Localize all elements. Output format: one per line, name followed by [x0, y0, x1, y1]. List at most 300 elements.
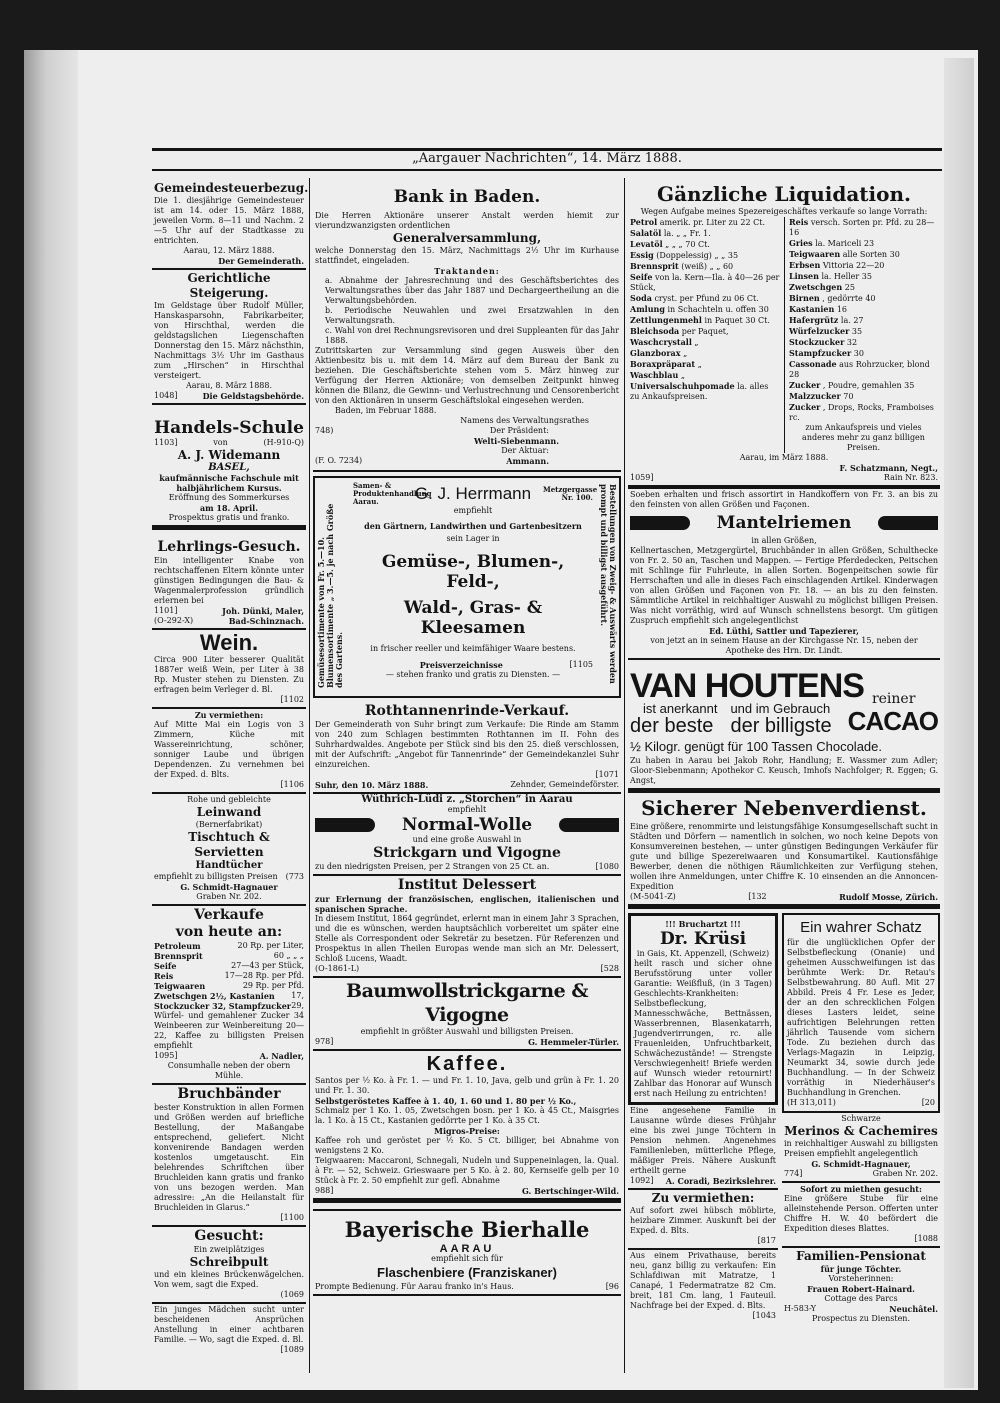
ad-place: Bad-Schinznach.: [228, 616, 304, 626]
ad-city: AARAU: [439, 1243, 495, 1255]
item-name: Birnen: [789, 293, 820, 303]
item-detail: la. Mariceli 23: [815, 239, 875, 248]
item-detail: 32: [846, 338, 858, 347]
ad-signature: Der Gemeinderath.: [218, 256, 304, 266]
item-name: Soda: [630, 293, 652, 303]
pointing-hand-icon: [315, 818, 375, 832]
pointing-hand-icon: [559, 818, 619, 832]
ad-signature: Ed. Lüthi, Sattler und Tapezierer,: [709, 626, 859, 636]
ad-text: sein Lager in: [446, 534, 500, 543]
brand-name: VAN HOUTENS: [630, 667, 864, 705]
ad-title: Gemüse-, Blumen-, Feld-,: [381, 552, 565, 592]
item-detail: in Paquet 30 Ct.: [704, 316, 770, 325]
item-name: Essig: [630, 250, 654, 260]
item-name: Boraxpräparat: [630, 359, 696, 369]
ad-text: von: [213, 438, 228, 447]
ad-text: Prospektus gratis und franko.: [168, 513, 290, 522]
ad-text: In diesem Institut, 1864 gegründet, erlernt man in einem Jahr 3 Sprachen, und die es wünschen, werden hauptsächlich vorbereitet um später eine Stelle als Correspondent oder Sekretär zu besetzen. Für Referenzen und Prospektus in allen Theilen Europas wende man sich an Mr. Delessert, Schloß Lucens, Waadt.: [315, 914, 619, 963]
herrmann-body: [353, 481, 598, 680]
ad-number: (773: [285, 872, 304, 881]
item-name: Stockzucker 32, Stampfzucker: [154, 1001, 292, 1011]
list-item: [789, 326, 938, 337]
ad-signature: Rudolf Mosse, Zürich.: [839, 892, 938, 902]
ad-number: [817: [757, 1236, 776, 1245]
ad-date: Aarau, im März 1888.: [739, 453, 829, 462]
ad-address: Metzgergasse Nr. 100.: [542, 485, 598, 502]
ad-code: H-583-Y: [784, 1304, 817, 1313]
ad-text: Der Präsident:: [489, 426, 549, 435]
ad-text: Rohe und gebleichte: [187, 795, 271, 804]
ad-number: [1088: [914, 1234, 938, 1243]
ad-text: bester Konstruktion in allen Formen und Größen werden auf briefliche Bestellung, der Maßangabe entsprechend, geliefert. Nicht konvenirende Bandagen werden kostenlos umgetauscht. Ein belehrendes Schriftchen über Bruchleiden kann gratis und franko von uns bezogen werden. Man adressire: „An die Heilanstalt für Bruchleiden in Glarus.“: [154, 1103, 304, 1212]
ad-title: Baumwollstrickgarne & Vigogne: [346, 980, 588, 1026]
ad-text: Prospectus zu Diensten.: [812, 1314, 910, 1323]
ad-title: Familien-Pensionat: [796, 1249, 926, 1263]
item-detail: cryst. per Pfund zu 06 Ct.: [654, 294, 759, 303]
ad-verkaufe: [152, 906, 306, 1085]
list-item: [630, 217, 780, 228]
list-item: [789, 348, 938, 359]
item-detail: la. Heller 35: [821, 272, 872, 281]
ad-text: und im Gebrauch: [730, 701, 831, 716]
list-item: [789, 304, 938, 315]
ad-address: Graben Nr. 202.: [196, 892, 262, 901]
ad-text: empfiehlt zu billigsten Preisen: [154, 872, 278, 881]
ad-gemeindesteuer: [152, 180, 309, 270]
item-name: Salatöl: [630, 228, 662, 238]
ad-stube: [782, 1183, 940, 1248]
item-name: Zettlungenmehl: [630, 315, 702, 325]
item-name: Petroleum: [154, 941, 201, 951]
item-name: Hafergrütz: [789, 315, 839, 325]
item-name: Zwetschgen: [789, 282, 843, 292]
ad-signature: G. Hemmeler-Türler.: [528, 1037, 619, 1047]
ad-text: Zu haben in Aarau bei Jakob Rohr, Handlung; E. Wassmer zum Adler; Gloor-Siebenmann; Apothekor C. Keusch, Imhofs Nachfolger; R. Eggen; G. Angst,: [630, 756, 938, 785]
item-detail: in Schachteln u. offen 30: [667, 305, 769, 314]
ad-text: zu den niedrigsten Preisen, per 2 Strangen von 25 Ct. an.: [315, 862, 550, 871]
item-name: Erbsen: [789, 260, 821, 270]
left-column: [152, 180, 309, 1357]
ad-text: — stehen franko und gratis zu Diensten. —: [385, 670, 561, 679]
ad-date: Baden, im Februar 1888.: [335, 406, 437, 415]
ad-title: Bayerische Bierhalle: [344, 1217, 590, 1242]
ad-text: empfiehlt: [453, 506, 493, 515]
side-text: Gemüsesortimente von Fr. 5.—10. Blumensortimente „ 3.—5. je nach Größe des Gartens.: [316, 503, 344, 688]
ad-text: Ein intelligenter Knabe von rechtschaffenen Eltern könnte unter günstigen Bedingungen die Bau- & Wagenmalerprofession gründlich erlernen bei: [154, 556, 304, 605]
ad-date: Aarau, 8. März 1888.: [186, 381, 272, 390]
ad-text: Eine größere, renommirte und leistungsfähige Konsumgesellschaft sucht in Städten und Dörfern — namentlich in solchen, wo noch keine Depots von Konsumvereinen bestehen, — unter günstigen Bedingungen Verkäufer für gute und billige Spezereiwaaren und Konsumartikel. Kautionsfähige Bewerber, denen die nöthigen Räumlichkeiten zur Verfügung stehen, wollen ihre Anmeldungen, unter Chiffre K. 10 einsenden an die Annoncen-Expedition: [630, 822, 938, 891]
item-name: Universalschuhpomade: [630, 381, 735, 391]
list-item: [630, 261, 780, 272]
ad-text: Santos per ½ Ko. à Fr. 1. — und Fr. 1. 10, Java, gelb und grün à Fr. 1. 20 und Fr. 1. 30.: [315, 1076, 619, 1095]
list-item: [154, 991, 304, 1001]
list-item: [630, 272, 780, 293]
column-rule: [624, 178, 625, 1373]
item-detail: 70: [843, 392, 854, 401]
ad-text: Prompte Bedienung. Für Aarau franko in's Haus.: [315, 1282, 514, 1291]
ad-signature: Joh. Dünki, Maler,: [222, 606, 304, 616]
ad-text: Namens des Verwaltungsrathes: [460, 416, 589, 425]
ad-text: und ein kleines Brückenwägelchen. Von wem, sagt die Exped.: [154, 1270, 304, 1289]
ad-signature: G. Bertschinger-Wild.: [521, 1186, 619, 1196]
item-detail: (Doppelessig) „ „ 35: [656, 251, 739, 260]
ad-baumwoll: [313, 978, 621, 1051]
list-item: [630, 315, 780, 326]
item-detail: alle Sorten 30: [842, 250, 900, 259]
ad-text: in Gais, Kt. Appenzell, (Schweiz): [636, 949, 770, 958]
item-name: Amlung: [630, 304, 665, 314]
item-price: 27—43 per Stück,: [231, 961, 304, 970]
ad-place: Consumhalle neben der obern Mühle.: [167, 1061, 291, 1080]
ad-number: [1071: [595, 770, 619, 779]
ad-number: 1103]: [154, 438, 178, 447]
ad-code: (M-5041-Z): [630, 892, 676, 901]
ad-code: (H-910-Q): [263, 438, 304, 447]
ad-subtitle: Migros-Preise:: [434, 1126, 500, 1136]
agenda-item: c. Wahl von drei Rechnungsrevisoren und drei Suppleanten für das Jahr 1888.: [325, 326, 619, 345]
ad-number: [132: [748, 892, 767, 901]
ad-title: Mantelriemen: [716, 513, 852, 533]
ad-date: Suhr, den 10. März 1888.: [315, 780, 429, 790]
ad-text: Wegen Aufgabe meines Spezereigeschäftes verkaufe so lange Vorrath:: [640, 207, 928, 216]
item-name: Cassonade: [789, 359, 837, 369]
page-header: „Aargauer Nachrichten“, 14. März 1888.: [412, 151, 682, 166]
item-name: Waschcrystall: [630, 337, 692, 347]
ad-text: in reichhaltiger Auswahl zu billigsten Preisen empfiehlt angelegentlich: [784, 1139, 938, 1158]
middle-column: [313, 180, 621, 1296]
ad-text: für junge Töchter.: [820, 1264, 902, 1274]
ad-text: der beste: [630, 715, 714, 737]
item-detail: „: [697, 360, 702, 369]
page-right-edge: [944, 58, 974, 1388]
ad-vermieten-2: [628, 1190, 778, 1250]
ad-familie: [628, 1105, 778, 1190]
ad-steigerung: [152, 270, 306, 405]
item-detail: , gedörrte 40: [822, 294, 876, 303]
ad-text: für die unglücklichen Opfer der Selbstbefleckung (Onanie) und geheimen Ausschweifungen ist das berühmte Werk: Dr. Retau's Selbstbewahrung. 80 Aufl. Mit 27 Abbild. Preis 4 Fr. Lese es Jeder, der an den schrecklichen Folgen dieses Lasters leidet, seine aufrichtigen Belehrungen retten jährlich Tausende vom sichern Tode. Zu beziehen durch das Verlags-Magazin in Leipzig, Neumarkt 34, sowie durch jede Buchhandlung. — In der Schweiz vorräthig in Niederhäuser's Buchhandlung in Grenchen.: [787, 938, 935, 1097]
item-price: 60 „ „ „: [273, 951, 304, 960]
ad-institut: [313, 876, 621, 978]
ad-handelsschule: [152, 405, 306, 530]
ad-text: ist anerkannt: [643, 701, 718, 716]
ad-title: Gemeindesteuerbezug.: [154, 181, 309, 195]
ad-rothtannenrinde: [313, 702, 621, 794]
ad-date: am 18. April.: [199, 503, 258, 513]
ad-maedchen: [152, 1304, 306, 1357]
ad-text: Ein junges Mädchen sucht unter bescheidenen Ansprüchen Anstellung in einer achtbaren Familie. — Wo, sagt die Exped. d. Bl.: [154, 1305, 304, 1344]
ad-title: Lehrlings-Gesuch.: [157, 539, 301, 555]
ad-kruesi: [628, 913, 778, 1105]
item-name: Brennsprit: [154, 951, 203, 961]
price-list-right: [789, 217, 938, 453]
ad-title: Gerichtliche Steigerung.: [187, 271, 271, 300]
ad-text: empfiehlt sich für: [431, 1254, 503, 1263]
ad-title: Sofort zu miethen gesucht:: [800, 1184, 922, 1194]
ad-address: Rain Nr. 823.: [883, 473, 938, 482]
ad-bruchbaender: [152, 1085, 306, 1227]
ad-text: reiner: [871, 691, 916, 707]
ad-address: Graben Nr. 202.: [872, 1169, 938, 1178]
ad-text: Circa 900 Liter besserer Qualität 1887er weiß Wein, per Liter à 38 Rp. Muster stehen zu Diensten. Zu erfragen beim Verleger d. Bl.: [154, 655, 304, 694]
ad-gesucht: [152, 1227, 306, 1304]
list-item: [630, 326, 780, 337]
item-name: Stockzucker: [789, 337, 845, 347]
ad-number: 1048]: [154, 391, 178, 400]
ad-number: 988]: [315, 1186, 334, 1195]
ad-number: [1106: [280, 780, 304, 789]
ad-vermieten: [152, 709, 306, 794]
item-detail: versch. Sorten pr. Pfd. zu 28—16: [789, 218, 935, 237]
ad-text: Kellnertaschen, Metzgergürtel, Bruchbänder in allen Größen, Schulthecke von Fr. 2. 50 an, Taschen und Mappen. — Fertige Pferdedecken, Peitschen mit Schlinge für Fuhrleute, in allen Sorten. Bogenpeitschen sowie für Herrschaften und alle in dieses Fach einschlagenden Artikel. Kinderwagen von allen Größen und Façonen von Fr. 18. — an bis zu den feinsten. Sämmtliche Artikel in reichhaltiger Auswahl zu möglichst billigen Preisen. Was nicht vorräthig, wird auf Wunsch schnellstens besorgt. Um gütigen Zuspruch empfiehlt sich angelegentlichst: [630, 546, 938, 625]
item-name: Teigwaaren: [154, 981, 206, 991]
ad-text: Im Geldstage über Rudolf Müller, Hanskasparsohn, Fabrikarbeiter, von Hirschthal, werden die geldstagslichen Liegenschaften Donnerstag den 15. März nächsthin, Nachmittags 3½ Uhr im Gasthaus zum „Hirschen“ in Hirschthal versteigert.: [154, 301, 304, 380]
ad-text: der billigste: [730, 715, 832, 737]
list-item: [789, 391, 938, 402]
two-column-row: [628, 913, 940, 1326]
price-list: [789, 217, 938, 423]
item-detail: per Paquet,: [681, 327, 729, 336]
item-name: Zwetschgen 2½, Kastanien: [154, 991, 275, 1001]
list-item: [789, 337, 938, 348]
price-list: [154, 941, 304, 1011]
item-name: Seife: [630, 272, 653, 282]
ad-subtitle: Traktanden:: [434, 266, 500, 276]
item-name: Seife: [154, 961, 177, 971]
ad-text: den Gärtnern, Landwirthen und Gartenbesitzern: [364, 521, 582, 531]
list-item: [789, 315, 938, 326]
ad-text: Eine angesehene Familie in Lausanne würde dieses Frühjahr eine bis zwei junge Töchtern in Pension nehmen. Angenehmes Familienleben, mütterliche Pflege, mäßiger Preis. Nähere Auskunft ertheilt gerne: [630, 1106, 776, 1175]
ad-title: Strickgarn und Vigogne: [373, 845, 561, 861]
agenda-item: b. Periodische Neuwahlen und zwei Ersatzwahlen in den Verwaltungsrath.: [325, 306, 619, 325]
item-detail: la. „ „ Fr. 1.: [663, 229, 711, 238]
item-name: Glanzborax: [630, 348, 681, 358]
list-item: [789, 380, 938, 391]
ad-nebenverdienst: [628, 793, 940, 909]
item-name: Bleichsoda: [630, 326, 680, 336]
ad-van-houten: [628, 660, 940, 793]
list-item: [789, 238, 938, 249]
ad-number: 978]: [315, 1037, 334, 1046]
list-divider: [784, 217, 785, 453]
item-price: 20 Rp. per Liter,: [237, 941, 304, 950]
ad-title: Merinos & Cachemires: [784, 1124, 938, 1138]
ad-text: Selbstgeröstetes Kaffee à 1. 40, 1. 60 und 1. 80 per ½ Ko.,: [315, 1096, 577, 1106]
list-item: [789, 282, 938, 293]
ad-code: (H 313,011): [787, 1098, 836, 1107]
list-item: [154, 941, 304, 951]
list-item: [630, 348, 780, 359]
list-item: [154, 971, 304, 981]
ad-text: (Bernerfabrikat): [195, 820, 263, 829]
ad-text: Auf Mitte Mai ein Logis von 3 Zimmern, Küche mit Wassereinrichtung, schöner, sonniger Laube und übrigen Dependenzen. Zu vernehmen bei der Exped. d. Blts.: [154, 720, 304, 779]
ad-name: A. J. Widemann: [177, 448, 281, 462]
ad-text: Vorsteherinnen:: [828, 1274, 894, 1283]
ad-number: [1043: [752, 1311, 776, 1320]
ad-merinos: [782, 1113, 940, 1183]
ad-text: Eine größere Stube für eine alleinstehende Person. Offerten unter Chiffre H. W. 40 befördert die Expedition dieses Blattes.: [784, 1194, 938, 1233]
item-detail: „ „ „ 70 Ct.: [665, 240, 710, 249]
list-item: [789, 260, 938, 271]
item-name: Kastanien: [789, 304, 835, 314]
item-detail: „: [694, 338, 699, 347]
header-rule-bottom: [152, 169, 942, 171]
list-item: [630, 337, 780, 348]
list-item: [630, 359, 780, 370]
ad-text: Wüthrich-Lüdi z. „Storchen“ in Aarau: [361, 794, 573, 805]
agenda-item: a. Abnahme der Jahresrechnung und des Geschäftsberichtes des Verwaltungsrathes über das Jahr 1887 und Dechargeertheilung an die Verwaltungsbehörden.: [325, 276, 619, 305]
ad-name: Dr. Krüsi: [659, 929, 747, 949]
list-item: [630, 239, 780, 250]
right-sub-left: [628, 913, 778, 1326]
item-name: Levatöl: [630, 239, 663, 249]
item-detail: , Drops, Rocks, Framboises rc.: [789, 403, 934, 422]
list-item: [154, 961, 304, 971]
item-name: Reis: [154, 971, 174, 981]
ad-leinwand: [152, 794, 306, 906]
item-name: Stampfzucker: [789, 348, 852, 358]
ad-text: zur Erlernung der französischen, englischen, italienischen und spanischen Sprache.: [315, 894, 619, 914]
ad-pensionat: [782, 1248, 940, 1326]
ad-title: Gänzliche Liquidation.: [657, 182, 911, 206]
list-item: [630, 381, 780, 402]
item-name: Brennsprit: [630, 261, 679, 271]
right-sub-right: [782, 913, 940, 1326]
price-list: [630, 217, 780, 453]
item-detail: 30: [853, 349, 864, 358]
item-detail: 16: [836, 305, 848, 314]
ad-bank-baden: [313, 180, 621, 472]
ad-text: empfiehlt: [447, 805, 487, 814]
pointing-hand-icon: [878, 516, 938, 530]
ad-text: kaufmännische Fachschule mit halbjährlichem Kursus.: [159, 473, 299, 493]
ad-number: 1059]: [630, 473, 654, 482]
ad-signature: G. Schmidt-Hagnauer: [180, 882, 278, 892]
ad-bierhalle: [313, 1209, 621, 1296]
item-detail: „: [683, 349, 688, 358]
list-item: [630, 250, 780, 261]
item-name: Malzzucker: [789, 391, 841, 401]
list-item: [789, 293, 938, 304]
item-detail: amerik. pr. Liter zu 22 Ct.: [659, 218, 765, 227]
ad-text: Der Aktuar:: [501, 446, 549, 455]
list-item: [789, 271, 938, 282]
ad-storchen: [313, 794, 621, 876]
item-name: Petrol: [630, 217, 658, 227]
item-detail: Vittoria 22—20: [822, 261, 885, 270]
ad-privathaus: [628, 1250, 778, 1323]
item-detail: 25: [844, 283, 855, 292]
ad-number: 774]: [784, 1169, 803, 1178]
ad-title: Handtücher: [195, 860, 263, 871]
ad-number: [1105: [569, 660, 593, 669]
ad-city: BASEL,: [208, 462, 250, 473]
ad-mantelriemen: [628, 489, 940, 660]
ad-text: zum Ankaufspreis und vieles anderes mehr zu ganz billigen Preisen.: [802, 423, 925, 452]
list-item: [154, 951, 304, 961]
list-item: [789, 217, 938, 238]
item-price: 17,: [291, 991, 304, 1000]
ad-signature: A. Nadler,: [259, 1051, 304, 1061]
ad-text: Samen- & Produktenhandlung Aarau.: [353, 481, 432, 506]
ad-text: Zutrittskarten zur Versammlung sind gegen Ausweis über den Aktienbesitz bis u. mit dem 14. März auf dem Bureau der Bank zu beziehen. Die Geschäftsberichte stehen vom 5. März hinweg zur Verfügung der Herren Aktionäre; von demselben Zeitpunkt hinweg können die Bilanz, die Gewinn- und Verlustrechnung und Censorenbericht von den Aktionären in unserm Geschäftslokal eingesehen werden.: [315, 346, 619, 405]
item-detail: von la. Kern—Ila. à 40—26 per Stück,: [630, 273, 780, 292]
ad-text: Würfel- und gemahlener Zucker 34 Weinbeeren zur Weinbereitung 20—22, Kaffee zu billigsten Preisen empfiehlt: [154, 1011, 304, 1050]
ad-number: [20: [921, 1098, 935, 1107]
item-name: Waschblau: [630, 370, 679, 380]
ad-code: (O-292-X): [154, 616, 194, 625]
ad-text: !!! Bruchartzt !!!: [665, 919, 741, 929]
ad-lehrling: [152, 530, 306, 630]
item-detail: „: [680, 371, 685, 380]
ad-kaffee: [313, 1051, 621, 1203]
page-left-edge: [24, 50, 80, 1390]
ad-number: (1069: [280, 1290, 304, 1299]
item-price: 29 Rp. per Pfd.: [242, 981, 304, 990]
ad-number: [1080: [595, 862, 619, 871]
ad-signature: A. Coradi, Bezirkslehrer.: [665, 1176, 776, 1186]
list-item: [789, 402, 938, 423]
right-column: [628, 180, 940, 1326]
ad-text: Cottage des Parcs: [824, 1294, 898, 1303]
item-name: Gries: [789, 238, 813, 248]
ad-title: Normal-Wolle: [401, 815, 533, 835]
ad-herrmann: [313, 476, 621, 698]
ad-title: Zu vermiethen:: [651, 1191, 755, 1205]
ad-signature: F. Schatzmann, Negt.,: [839, 463, 938, 473]
item-name: Teigwaaren: [789, 249, 841, 259]
ad-number: [96: [605, 1282, 619, 1291]
ad-title: Ein wahrer Schatz: [800, 919, 922, 936]
ad-text: Auf sofort zwei hübsch möblirte, heizbare Zimmer. Auskunft bei der Exped. d. Blts.: [630, 1206, 776, 1235]
ad-signature: Zehnder, Gemeindeförster.: [510, 780, 619, 789]
ad-text: Ein zweiplätziges: [193, 1245, 265, 1254]
ad-liquidation: [628, 180, 940, 489]
ad-text: Schmalz per 1 Ko. 1. 05, Zwetschgen bosn. per 1 Ko. à 45 Ct., Maisgries la. 1 Ko. à 15 Ct., Kastanien gedörrte per 1 Ko. à 35 Ct.: [315, 1106, 619, 1125]
ad-number: 1101]: [154, 606, 178, 615]
ad-code: (O-1861-L): [315, 964, 360, 973]
ad-number: [528: [600, 964, 619, 973]
ad-address: von jetzt an in seinem Hause an der Kirchgasse Nr. 15, neben der Apotheke des Hrn. Dr. Lindt.: [650, 636, 918, 655]
ad-text: Der Gemeinderath von Suhr bringt zum Verkaufe: Die Rinde am Stamm von 240 zum Schlagen bestimmten Rothtannen im II. Fohn des Suhrhardwaldes. Angebote per Stück sind bis den 25. dieß verschlossen, mit der Aufschrift: „Angebot für Tannenrinde“ der Gemeindekanzlei Suhr einzureichen.: [315, 720, 619, 769]
ad-title: Verkaufe: [194, 907, 264, 923]
ad-text: Kaffee roh und geröstet per ½ Ko. 5 Ct. billiger, bei Abnahme von wenigstens 2 Ko.: [315, 1136, 619, 1155]
ad-number: [1100: [280, 1213, 304, 1222]
ad-signature: Die Geldstagsbehörde.: [202, 391, 304, 401]
ad-text: Teigwaaren: Maccaroni, Schnegali, Nudeln und Suppeneinlagen, la. Qual. à Fr. — 52, Schweiz. Grieswaare per 5 Ko. à 2. 80, Kernseife gelb per 10 Stück à Fr. 2. 50 empfiehlt zur gefl. Abnahme: [315, 1156, 619, 1185]
item-price: 29,: [291, 1001, 304, 1010]
item-detail: (weiß) „ „ 60: [681, 262, 734, 271]
ad-date: Aarau, 12. März 1888.: [183, 246, 275, 255]
ad-title: Wald-, Gras- & Kleesamen: [403, 598, 543, 638]
item-name: Zucker: [789, 380, 821, 390]
ad-text: empfiehlt in größter Auswahl und billigsten Preisen.: [360, 1027, 574, 1036]
ad-text: Aus einem Privathause, bereits neu, ganz billig zu verkaufen: Ein Schlafdiwan mit Matratze, 1 Canapé, 1 Federmatratze 82 Cm. breit, 181 Cm. lang, 1 Fauteuil. Nachfrage bei der Exped. d. Blts.: [630, 1251, 776, 1310]
ad-text: und eine große Auswahl in: [412, 835, 522, 844]
ad-signature: G. Schmidt-Hagnauer,: [811, 1159, 911, 1169]
ad-title: Flaschenbiere (Franziskaner): [377, 1265, 557, 1280]
ad-number: 748): [315, 426, 334, 435]
ad-text: Soeben erhalten und frisch assortirt in Handkoffern von Fr. 3. an bis zu den feinsten von allen Größen und Façonen.: [630, 490, 938, 509]
ad-number: [1089: [280, 1345, 304, 1354]
ad-title: Institut Delessert: [397, 877, 537, 893]
item-detail: la. alles zu Ankaufspreisen.: [630, 382, 769, 401]
item-detail: 35: [851, 327, 863, 336]
ad-text: Frauen Robert-Hainard.: [807, 1284, 915, 1294]
ad-text: in frischer reeller und keimfähiger Waare bestens.: [370, 644, 576, 653]
ad-text: Preisverzeichnisse: [419, 660, 503, 670]
ad-text: Die 1. diesjährige Gemeindesteuer ist am 14. oder 15. März 1888, jeweilen Vorm. 8—11 und Nachm. 2—5 Uhr auf der Stadtkasse zu entrichten.: [154, 196, 304, 245]
side-text: Bestellungen von Zweig- & Auswärts werden prompt und billigst ausgeführt.: [599, 484, 618, 684]
